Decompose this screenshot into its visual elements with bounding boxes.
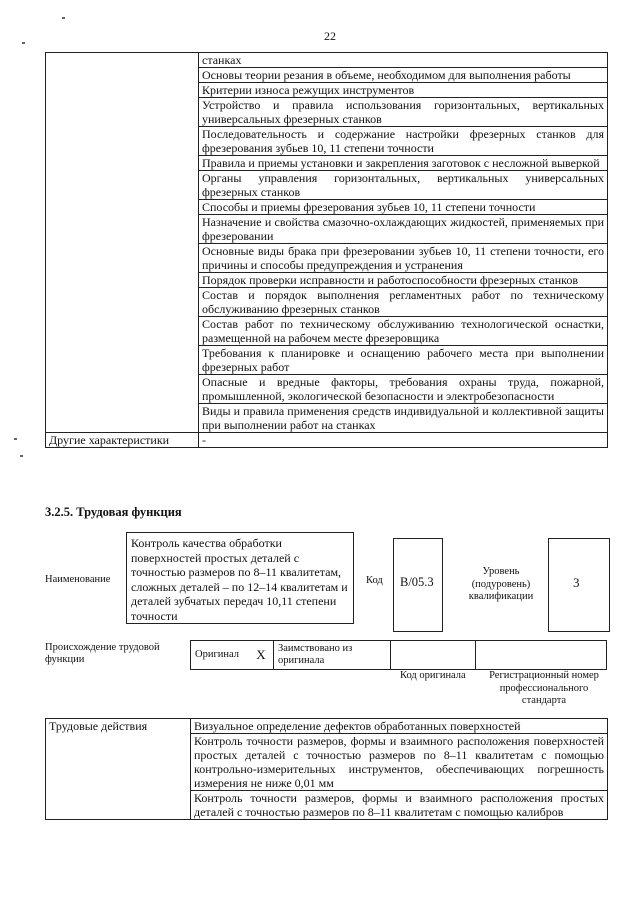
scan-speck [22, 42, 25, 44]
code-label: Код [366, 575, 383, 586]
knowledge-item: Требования к планировке и оснащению рабочего места при выполнении фрезерных работ [199, 346, 608, 375]
knowledge-left-cell [46, 53, 199, 433]
knowledge-item: Состав и порядок выполнения регламентных работ по техническому обслуживанию фрезерных станков [199, 288, 608, 317]
knowledge-item: Последовательность и содержание настройки фрезерных станков для фрезерования зубьев 10, 11 степени точности [199, 127, 608, 156]
origin-label: Происхождение трудовой функции [45, 642, 160, 665]
knowledge-item: Порядок проверки исправности и работоспособности фрезерных станков [199, 273, 608, 288]
original-mark: X [249, 641, 274, 670]
scan-speck [20, 455, 23, 457]
knowledge-item: Критерии износа режущих инструментов [199, 83, 608, 98]
action-item: Визуальное определение дефектов обработанных поверхностей [191, 719, 608, 734]
borrowed-label: Заимствовано из оригинала [274, 641, 391, 670]
level-label: Уровень (подуровень) квалификации [468, 566, 534, 602]
actions-label: Трудовые действия [46, 719, 191, 820]
registration-number-cell [476, 641, 607, 670]
level-box [548, 538, 610, 632]
knowledge-item: Правила и приемы установки и закрепления заготовок с несложной выверкой [199, 156, 608, 171]
knowledge-table [45, 52, 608, 448]
knowledge-item: Основы теории резания в объеме, необходимом для выполнения работы [199, 68, 608, 83]
code-value: B/05.3 [400, 575, 434, 589]
code-box [393, 538, 443, 632]
other-characteristics-label: Другие характеристики [46, 433, 199, 448]
action-item: Контроль точности размеров, формы и взаимного расположения простых деталей с точностью размеров по 8–11 квалитетам с помощью калибров [191, 791, 608, 820]
other-characteristics-value: - [199, 433, 608, 448]
scan-speck [14, 438, 17, 440]
function-name: Контроль качества обработки поверхностей простых деталей с точностью размеров по 8–11 квалитетам, сложных деталей – по 12–14 квалитетам и деталей зубчатых передач 10,11 степени точности [126, 532, 354, 624]
knowledge-item: Опасные и вредные факторы, требования охраны труда, пожарной, промышленной, экологической безопасности и электробезопасности [199, 375, 608, 404]
page-number: 22 [324, 29, 336, 43]
level-value: 3 [573, 575, 580, 590]
knowledge-item: станках [199, 53, 608, 68]
original-code-cell [391, 641, 476, 670]
knowledge-item: Устройство и правила использования горизонтальных, вертикальных универсальных фрезерных станков [199, 98, 608, 127]
knowledge-item: Основные виды брака при фрезеровании зубьев 10, 11 степени точности, его причины и способы предупреждения и устранения [199, 244, 608, 273]
action-item: Контроль точности размеров, формы и взаимного расположения поверхностей простых деталей с точностью размеров по 8–11 квалитетам с помощью контрольно-измерительных инструментов, обеспечивающих погрешность измерения не ниже 0,01 мм [191, 734, 608, 791]
knowledge-item: Органы управления горизонтальных, вертикальных универсальных фрезерных станков [199, 171, 608, 200]
actions-table [45, 718, 608, 820]
original-label: Оригинал [191, 641, 250, 670]
origin-table [190, 640, 607, 670]
scan-speck [62, 17, 65, 19]
original-code-caption: Код оригинала [400, 670, 466, 681]
knowledge-item: Виды и правила применения средств индивидуальной и коллективной защиты при выполнении работ на станках [199, 404, 608, 433]
section-title: 3.2.5. Трудовая функция [45, 505, 182, 519]
registration-number-caption: Регистрационный номер профессионального стандарта [489, 670, 599, 706]
knowledge-item: Состав работ по техническому обслуживанию технологической оснастки, размещенной на рабочем месте фрезеровщика [199, 317, 608, 346]
name-label: Наименование [45, 574, 111, 585]
knowledge-item: Способы и приемы фрезерования зубьев 10, 11 степени точности [199, 200, 608, 215]
knowledge-item: Назначение и свойства смазочно-охлаждающих жидкостей, применяемых при фрезеровании [199, 215, 608, 244]
